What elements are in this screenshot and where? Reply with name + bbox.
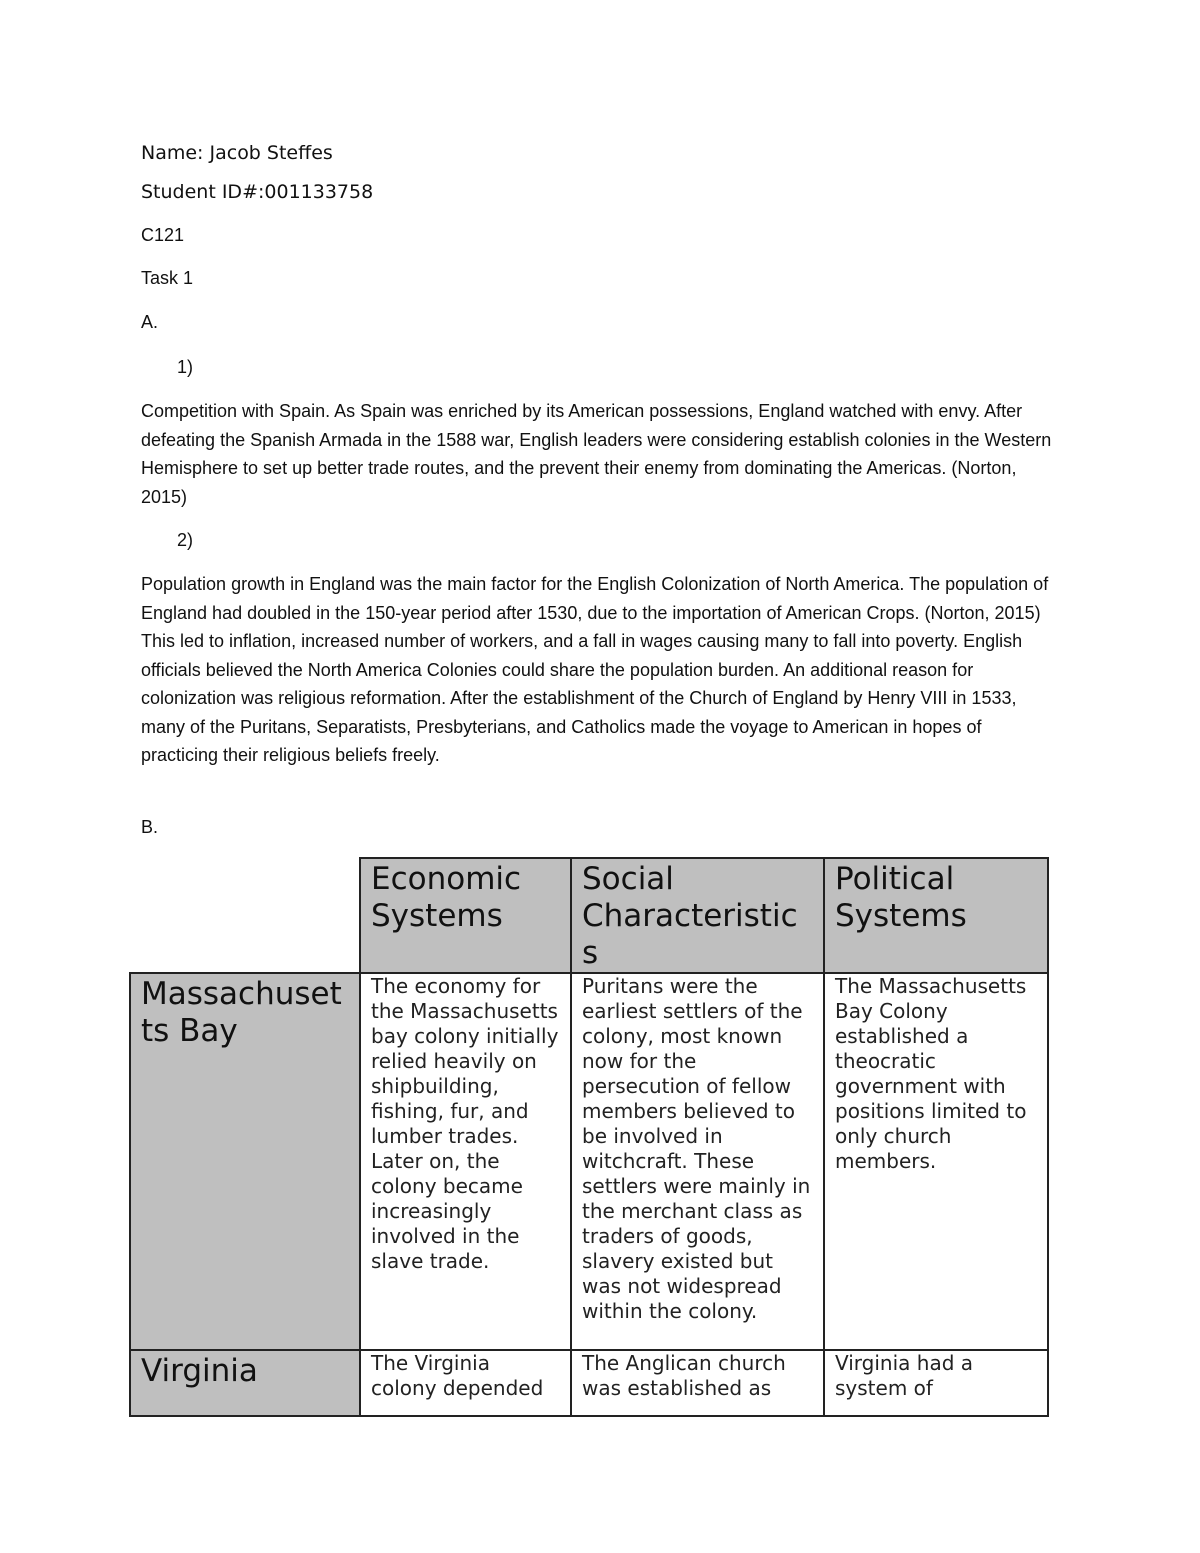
cell-virginia-social: The Anglican church was established as [571, 1350, 824, 1416]
question-1-answer: Competition with Spain. As Spain was enriched by its American possessions, England watched with envy. After defeating the Spanish Armada in the 1588 war, English leaders were considering establish colonies in the Western Hemisphere to set up better trade routes, and the prevent their enemy from dominating the Americas. (Norton, 2015) [141, 401, 1052, 507]
table-row [130, 1350, 1048, 1416]
header-social-characteristics: Social Characteristic s [571, 858, 824, 973]
cell-massachusetts-economic: The economy for the Massachusetts bay colony initially relied heavily on shipbuilding, fishing, fur, and lumber trades. Later on, the colony became increasingly involved in the slave trade. [360, 973, 571, 1350]
cell-massachusetts-political: The Massachusetts Bay Colony established a theocratic government with positions limited to only church members. [824, 973, 1048, 1350]
course-code: C121 [141, 225, 185, 245]
row-header-massachusetts-bay: Massachuset ts Bay [130, 973, 360, 1350]
task-label: Task 1 [141, 268, 194, 288]
cell-virginia-political: Virginia had a system of [824, 1350, 1048, 1416]
header-economic-systems: Economic Systems [360, 858, 571, 973]
question-2-label: 2) [177, 530, 194, 550]
cell-virginia-economic: The Virginia colony depended [360, 1350, 571, 1416]
table-row [130, 973, 1048, 1350]
question-2-answer: Population growth in England was the main factor for the English Colonization of North America. The population of England had doubled in the 150-year period after 1530, due to the importation of American Crops. (Norton, 2015) This led to inflation, increased number of workers, and a fall in wages causing many to fall into poverty. English officials believed the North America Colonies could share the population burden. An additional reason for colonization was religious reformation. After the establishment of the Church of England by Henry VIII in 1533, many of the Puritans, Separatists, Presbyterians, and Catholics made the voyage to American in hopes of practicing their religious beliefs freely. [141, 574, 1049, 765]
cell-massachusetts-social: Puritans were the earliest settlers of the colony, most known now for the persecution of fellow members believed to be involved in witchcraft. These settlers were mainly in the merchant class as traders of goods, slavery existed but was not widespread within the colony. [571, 973, 824, 1350]
colonies-comparison-table [129, 857, 1049, 1417]
section-a-label: A. [141, 312, 159, 332]
table-corner-cell [130, 858, 360, 973]
student-id: Student ID#:001133758 [141, 181, 374, 203]
student-name: Name: Jacob Steffes [141, 142, 333, 164]
row-header-virginia: Virginia [130, 1350, 360, 1416]
table-header-row [130, 858, 1048, 973]
header-political-systems: Political Systems [824, 858, 1048, 973]
question-1-label: 1) [177, 357, 194, 377]
section-b-label: B. [141, 817, 159, 837]
